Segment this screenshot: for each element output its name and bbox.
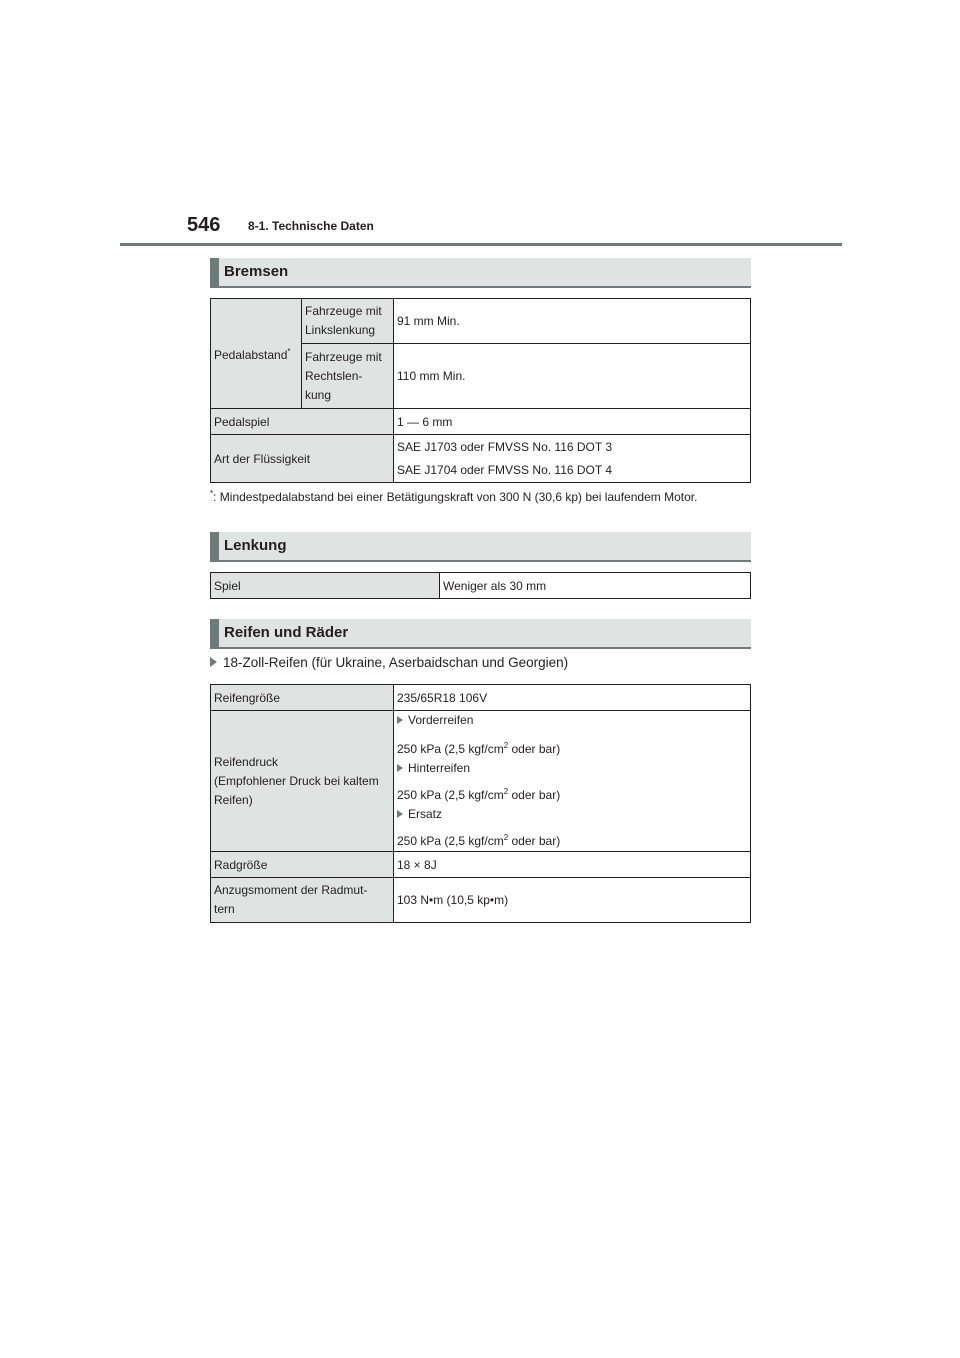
table-row [211, 685, 751, 711]
rhd-label: Fahrzeuge mit Rechtslen- kung [302, 344, 394, 409]
heading-bar [210, 619, 219, 647]
wheel-size-value: 18 × 8J [394, 852, 751, 878]
table-row [211, 852, 751, 878]
heading-title: Lenkung [224, 537, 287, 554]
steering-table [210, 572, 751, 599]
footnote [210, 489, 755, 504]
table-row [211, 878, 751, 923]
triangle-bullet-icon [397, 764, 403, 772]
tire-pressure-label: Reifendruck (Empfohlener Druck bei kaltem Reifen) [211, 711, 394, 852]
page-number: 546 [187, 214, 221, 236]
section-title: 8-1. Technische Daten [248, 219, 374, 233]
heading-bar [210, 258, 219, 286]
fluid-label: Art der Flüssigkeit [211, 435, 394, 483]
header-rule [120, 243, 842, 246]
heading-title: Reifen und Räder [224, 624, 349, 641]
lhd-label: Fahrzeuge mit Linkslenkung [302, 299, 394, 344]
triangle-bullet-icon [397, 810, 403, 818]
heading-bremsen [210, 258, 751, 288]
heading-bar [210, 532, 219, 560]
lhd-value: 91 mm Min. [394, 299, 751, 344]
fluid-value: SAE J1703 oder FMVSS No. 116 DOT 3 SAE J1704 oder FMVSS No. 116 DOT 4 [394, 435, 751, 483]
torque-value: 103 N•m (10,5 kp•m) [394, 878, 751, 923]
table-row [211, 299, 751, 344]
table-row [211, 435, 751, 483]
heading-lenkung [210, 532, 751, 562]
torque-label: Anzugsmoment der Radmut- tern [211, 878, 394, 923]
brakes-table [210, 298, 751, 483]
tires-table [210, 684, 751, 923]
pedal-play-label: Pedalspiel [211, 409, 394, 435]
heading-reifen [210, 619, 751, 649]
table-row [211, 409, 751, 435]
tire-size-value: 235/65R18 106V [394, 685, 751, 711]
tire-pressure-value: Vorderreifen 250 kPa (2,5 kgf/$cm^2$ oder bar) Hinterreifen 250 kPa (2,5 kgf/$cm^2$ oder bar) Ersatz 250 kPa (2,5 kgf/$cm^2$ oder bar) [394, 711, 751, 852]
tire-size-label: Reifengröße [211, 685, 394, 711]
table-row [211, 711, 751, 852]
play-label: Spiel [211, 573, 440, 599]
triangle-bullet-icon [397, 716, 403, 724]
pedal-distance-label: Pedalabstand* [211, 299, 302, 409]
footnote-text: : Mindestpedalabstand bei einer Betätigungskraft von 300 N (30,6 kp) bei laufendem Motor. [213, 490, 698, 504]
wheel-size-label: Radgröße [211, 852, 394, 878]
footnote-mark: * [210, 489, 214, 498]
pedal-play-value: 1 — 6 mm [394, 409, 751, 435]
heading-title: Bremsen [224, 263, 289, 280]
rhd-value: 110 mm Min. [394, 344, 751, 409]
play-value: Weniger als 30 mm [440, 573, 751, 599]
triangle-bullet-icon [210, 657, 217, 667]
table-row [211, 573, 751, 599]
tire-variant-bullet: 18-Zoll-Reifen (für Ukraine, Aserbaidschan und Georgien) [210, 655, 568, 670]
footnote-mark: * [287, 347, 291, 356]
